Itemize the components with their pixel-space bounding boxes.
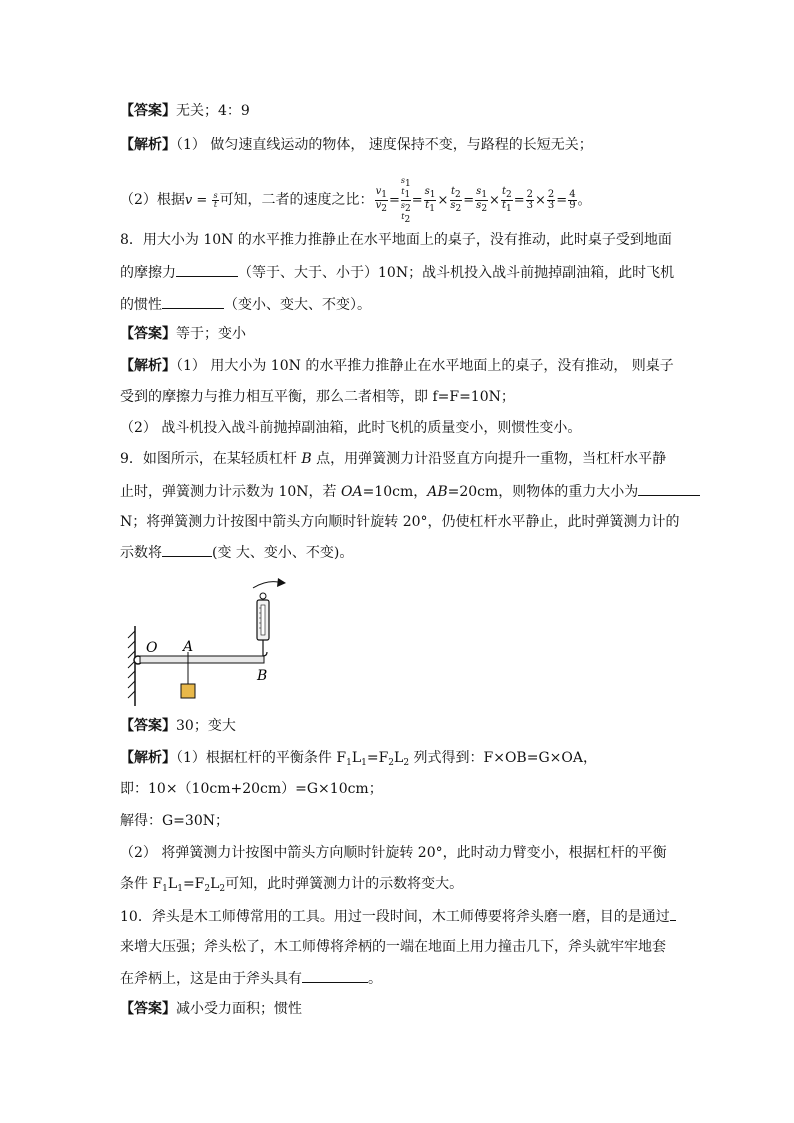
q9-text: 9．如图所示，在某轻质杠杆: [120, 451, 302, 467]
label-b: B: [257, 668, 268, 684]
q10-blank-2[interactable]: [302, 968, 368, 983]
q9-text: =10cm，: [362, 484, 428, 500]
q9-analysis-1: 【解析】（1）根据杠杆的平衡条件 $F_1L_1=F_2L_2$ 列式得到：F×OB=G×OA，: [120, 750, 597, 768]
q9-point-b: B: [301, 451, 312, 467]
lever-diagram: [120, 576, 320, 706]
spring-hook-curve: [263, 652, 267, 656]
q9-line-1: [120, 449, 680, 469]
q8-answer: [120, 324, 680, 344]
q9-text: 示数将: [120, 545, 162, 561]
q8-line-1: 8．用大小为 10N 的水平推力推静止在水平地面上的桌子，没有推动，此时桌子受到地面: [120, 232, 672, 248]
q7-answer: [120, 101, 680, 121]
q9-analysis-4: （2） 将弹簧测力计按图中箭头方向顺时针旋转 20°，此时动力臂变小，根据杠杆的平衡: [120, 845, 667, 861]
answer-text: 无关；4：9: [176, 103, 250, 119]
q8-text: 的摩擦力: [120, 265, 176, 281]
analysis-tag: 【解析】: [120, 137, 176, 153]
q9-analysis-2: 即：10×（10cm+20cm）=G×10cm；: [120, 781, 383, 797]
q8-analysis-2: 受到的摩擦力与推力相互平衡，那么二者相等，即 f=F=10N；: [120, 389, 515, 405]
q10-line-3: [120, 968, 680, 988]
q9-blank-2[interactable]: [162, 542, 212, 557]
q9-text: =20cm，则物体的重力大小为: [447, 484, 639, 500]
q9-oa: OA: [340, 484, 363, 500]
q10-line-1: [120, 906, 680, 926]
spring-scale: [257, 593, 269, 640]
analysis-text: 列式得到：F×OB=G×OA，: [413, 750, 597, 766]
answer-tag: 【答案】: [120, 718, 176, 734]
formula-ratio: $\frac{v_1}{v_2}$ = $s_1$ $t_1$ $s_2$ $t_2$ = $\frac{s_1}{t_1}$ × $\frac{t_2}{s_2}$ = $\frac{s_1}{s_2}$ × $\frac{t_2}{t_1}$ = $\frac{2}{3}$ × $\frac{2}{3}$ = $\frac{4}{9}$ 。: [375, 176, 591, 225]
answer-text: 等于；变小: [176, 326, 246, 342]
analysis-text: 条件 F: [120, 876, 163, 892]
q10-line-2: 来增大压强；斧头松了，木工师傅将斧柄的一端在地面上用力撞击几下，斧头就牢牢地套: [120, 939, 666, 955]
q8-line-2: [120, 262, 680, 282]
analysis-tag: 【解析】: [120, 358, 176, 374]
formula-speed: v = $\frac{s}{t}$: [184, 191, 218, 209]
q8-analysis-3: （2） 战斗机投入战斗前抛掉副油箱，此时飞机的质量变小，则惯性变小。: [120, 420, 582, 436]
analysis-text: 可知，二者的速度之比：: [219, 192, 374, 208]
answer-tag: 【答案】: [120, 103, 176, 119]
q8-line-3: [120, 294, 680, 314]
q9-text: 点，用弹簧测力计沿竖直方向提升一重物，当杠杆水平静: [311, 451, 667, 467]
q9-text: (变 大、变小、不变)。: [212, 545, 354, 561]
lever-bar: [140, 656, 264, 663]
weight-block: [181, 684, 195, 698]
q9-line-3: N；将弹簧测力计按图中箭头方向顺时针旋转 20°，仍使杠杆水平静止，此时弹簧测力计的: [120, 514, 680, 530]
answer-text: 减小受力面积；惯性: [176, 1001, 302, 1017]
analysis-tag: 【解析】: [120, 750, 176, 766]
q7-analysis-2: [120, 176, 680, 225]
q8-text: （变小、变大、不变）。: [224, 297, 371, 313]
q8-analysis-1: [120, 356, 680, 376]
q9-analysis-5: 条件 $F_1L_1=F_2L_2$可知，此时弹簧测力计的示数将变大。: [120, 876, 464, 894]
label-o: O: [146, 640, 158, 656]
q7-analysis-1: [120, 135, 680, 155]
q9-line-4: [120, 542, 680, 562]
q9-analysis-3: 解得：G=30N；: [120, 813, 229, 829]
q10-text: 在斧柄上，这是由于斧头具有: [120, 971, 302, 987]
analysis-text: 可知，此时弹簧测力计的示数将变大。: [225, 876, 464, 892]
answer-tag: 【答案】: [120, 326, 176, 342]
q10-blank-1[interactable]: [670, 906, 676, 921]
q10-text: 10．斧头是木工师傅常用的工具。用过一段时间，木工师傅要将斧头磨一磨，目的是通过: [120, 909, 670, 925]
q10-answer: [120, 999, 680, 1019]
q10-text: 。: [368, 971, 382, 987]
q8-text: （等于、大于、小于）10N；战斗机投入战斗前抛掉副油箱，此时飞机: [238, 265, 675, 281]
q9-blank-1[interactable]: [638, 481, 700, 496]
wall: [128, 626, 135, 706]
analysis-text: （1） 用大小为 10N 的水平推力推静止在水平地面上的桌子，没有推动， 则桌子: [176, 358, 674, 374]
q8-blank-1[interactable]: [176, 262, 238, 277]
answer-text: 30；变大: [176, 718, 236, 734]
q9-answer: [120, 716, 680, 736]
analysis-text: （2）根据: [120, 192, 185, 208]
answer-tag: 【答案】: [120, 1001, 176, 1017]
q9-ab: AB: [427, 484, 448, 500]
q8-blank-2[interactable]: [162, 294, 224, 309]
q9-text: 止时，弹簧测力计示数为 10N，若: [120, 484, 341, 500]
q9-line-2: [120, 481, 680, 501]
analysis-text: （1）根据杠杆的平衡条件 F: [176, 750, 347, 766]
rotation-arrow: [253, 582, 278, 588]
rotation-arrowhead: [277, 578, 286, 587]
analysis-text: （1） 做匀速直线运动的物体， 速度保持不变，与路程的长短无关；: [176, 137, 593, 153]
label-a: A: [183, 639, 194, 655]
q8-text: 的惯性: [120, 297, 162, 313]
